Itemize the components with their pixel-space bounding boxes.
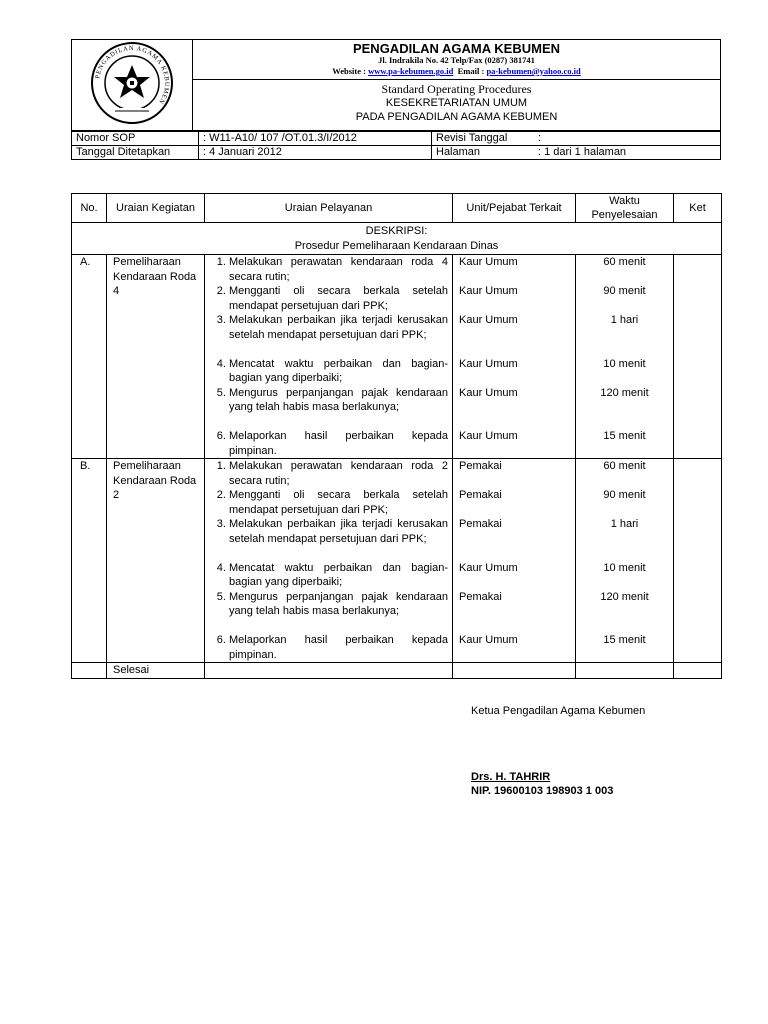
section-steps-cell [205,255,453,459]
department-at: PADA PENGADILAN AGAMA KEBUMEN [355,111,558,124]
logo-cell [72,40,193,131]
end-label: Selesai [107,663,205,679]
time-entry: 90 menit [603,489,646,501]
step-item: 5. Mengurus perpanjangan pajak kendaraan yang telah habis masa berlakunya; [229,590,448,634]
unit-entry: Kaur Umum [459,386,518,399]
address-line: Jl. Indrakila No. 42 Telp/Fax (0287) 381741 [378,55,535,65]
section-number: B. [72,459,107,663]
tanggal-value: : 4 Januari 2012 [199,146,432,160]
col-pelayanan: Uraian Pelayanan [205,194,453,223]
section-times-cell [576,459,674,663]
nomor-value: : W11-A10/ 107 /OT.01.3/I/2012 [199,132,432,146]
time-entry: 60 menit [603,256,646,268]
contact-line [197,66,716,77]
halaman-value: : 1 dari 1 halaman [534,146,721,160]
tanggal-label: Tanggal Ditetapkan [72,146,199,160]
unit-entry: Kaur Umum [459,285,518,297]
time-entry: 120 menit [600,590,649,603]
signature-title: Ketua Pengadilan Agama Kebumen [471,705,646,717]
unit-entry: Kaur Umum [459,357,518,370]
procedure-table [71,193,722,679]
website-link[interactable]: www.pa-kebumen.go.id [368,66,454,76]
header-table [71,39,721,131]
end-empty-cell [453,663,576,679]
description-title: DESKRIPSI: [365,225,428,237]
section-number: A. [72,255,107,459]
step-item: 4. Mencatat waktu perbaikan dan bagian-bagian yang diperbaiki; [229,357,448,386]
step-item: 1. Melakukan perawatan kendaraan roda 2 secara rutin; [229,459,448,488]
step-item: 6. Melaporkan hasil perbaikan kepada pimpinan. [229,429,448,458]
unit-entry: Kaur Umum [459,430,518,442]
end-empty-cell [674,663,722,679]
time-entry: 15 menit [603,634,646,646]
section-ket-cell [674,459,722,663]
svg-text:PENGADILAN AGAMA KEBUMEN: PENGADILAN AGAMA KEBUMEN [94,44,171,106]
section-units-cell [453,255,576,459]
section-times-cell [576,255,674,459]
department: KESEKRETARIATAN UMUM [385,97,528,110]
col-unit: Unit/Pejabat Terkait [453,194,576,223]
unit-entry: Pemakai [459,518,502,530]
section-ket-cell [674,255,722,459]
section-steps-cell [205,459,453,663]
signatory-nip: NIP. 19600103 198903 1 003 [471,785,614,797]
time-entry: 1 hari [610,314,639,326]
col-kegiatan: Uraian Kegiatan [107,194,205,223]
nomor-label: Nomor SOP [72,132,199,146]
court-seal-logo [89,40,175,126]
halaman-label: Halaman [432,146,535,160]
time-entry: 15 menit [603,430,646,442]
table-header-row [72,194,722,223]
unit-entry: Kaur Umum [459,256,518,268]
signature-block [471,704,645,798]
revisi-value: : [534,132,721,146]
col-no: No. [72,194,107,223]
org-name: PENGADILAN AGAMA KEBUMEN [352,41,561,56]
step-item: 1. Melakukan perawatan kendaraan roda 4 secara rutin; [229,255,448,284]
section-activity: Pemeliharaan Kendaraan Roda 4 [107,255,205,459]
section-units-cell [453,459,576,663]
org-name-cell [193,40,721,80]
description-cell [72,223,722,255]
unit-entry: Kaur Umum [459,314,518,326]
end-row [72,663,722,679]
time-entry: 60 menit [603,460,646,472]
col-ket: Ket [674,194,722,223]
sop-title-cell [193,80,721,131]
end-empty-cell [205,663,453,679]
website-label: Website : [332,66,369,76]
unit-entry: Pemakai [459,460,502,472]
description-row [72,223,722,255]
step-item: 2. Mengganti oli secara berkala setelah mendapat persetujuan dari PPK; [229,488,448,517]
unit-entry: Kaur Umum [459,561,518,574]
time-entry: 120 menit [600,386,649,399]
step-item: 3. Melakukan perbaikan jika terjadi kerusakan setelah mendapat persetujuan dari PPK; [229,517,448,561]
unit-entry: Pemakai [459,489,502,501]
step-item: 4. Mencatat waktu perbaikan dan bagian-bagian yang diperbaiki; [229,561,448,590]
time-entry: 10 menit [603,357,646,370]
signatory-name: Drs. H. TAHRIR [471,771,551,783]
step-item: 3. Melakukan perbaikan jika terjadi kerusakan setelah mendapat persetujuan dari PPK; [229,313,448,357]
unit-entry: Pemakai [459,590,502,603]
steps-list [205,255,452,458]
description-subtitle: Prosedur Pemeliharaan Kendaraan Dinas [294,239,499,252]
email-label: Email : [457,66,487,76]
time-entry: 90 menit [603,285,646,297]
section-row [72,459,722,663]
end-empty-cell [576,663,674,679]
section-row [72,255,722,459]
step-item: 6. Melaporkan hasil perbaikan kepada pimpinan. [229,633,448,662]
time-entry: 1 hari [610,518,639,530]
col-waktu: Waktu Penyelesaian [576,194,674,223]
step-item: 2. Mengganti oli secara berkala setelah mendapat persetujuan dari PPK; [229,284,448,313]
sop-title: Standard Operating Procedures [381,82,532,97]
revisi-label: Revisi Tanggal [432,132,535,146]
sections-body [72,255,722,663]
step-item: 5. Mengurus perpanjangan pajak kendaraan yang telah habis masa berlakunya; [229,386,448,430]
unit-entry: Kaur Umum [459,634,518,646]
end-no-cell [72,663,107,679]
time-entry: 10 menit [603,561,646,574]
meta-table [71,131,721,160]
email-link[interactable]: pa-kebumen@yahoo.co.id [486,66,581,76]
steps-list [205,459,452,662]
section-activity: Pemeliharaan Kendaraan Roda 2 [107,459,205,663]
